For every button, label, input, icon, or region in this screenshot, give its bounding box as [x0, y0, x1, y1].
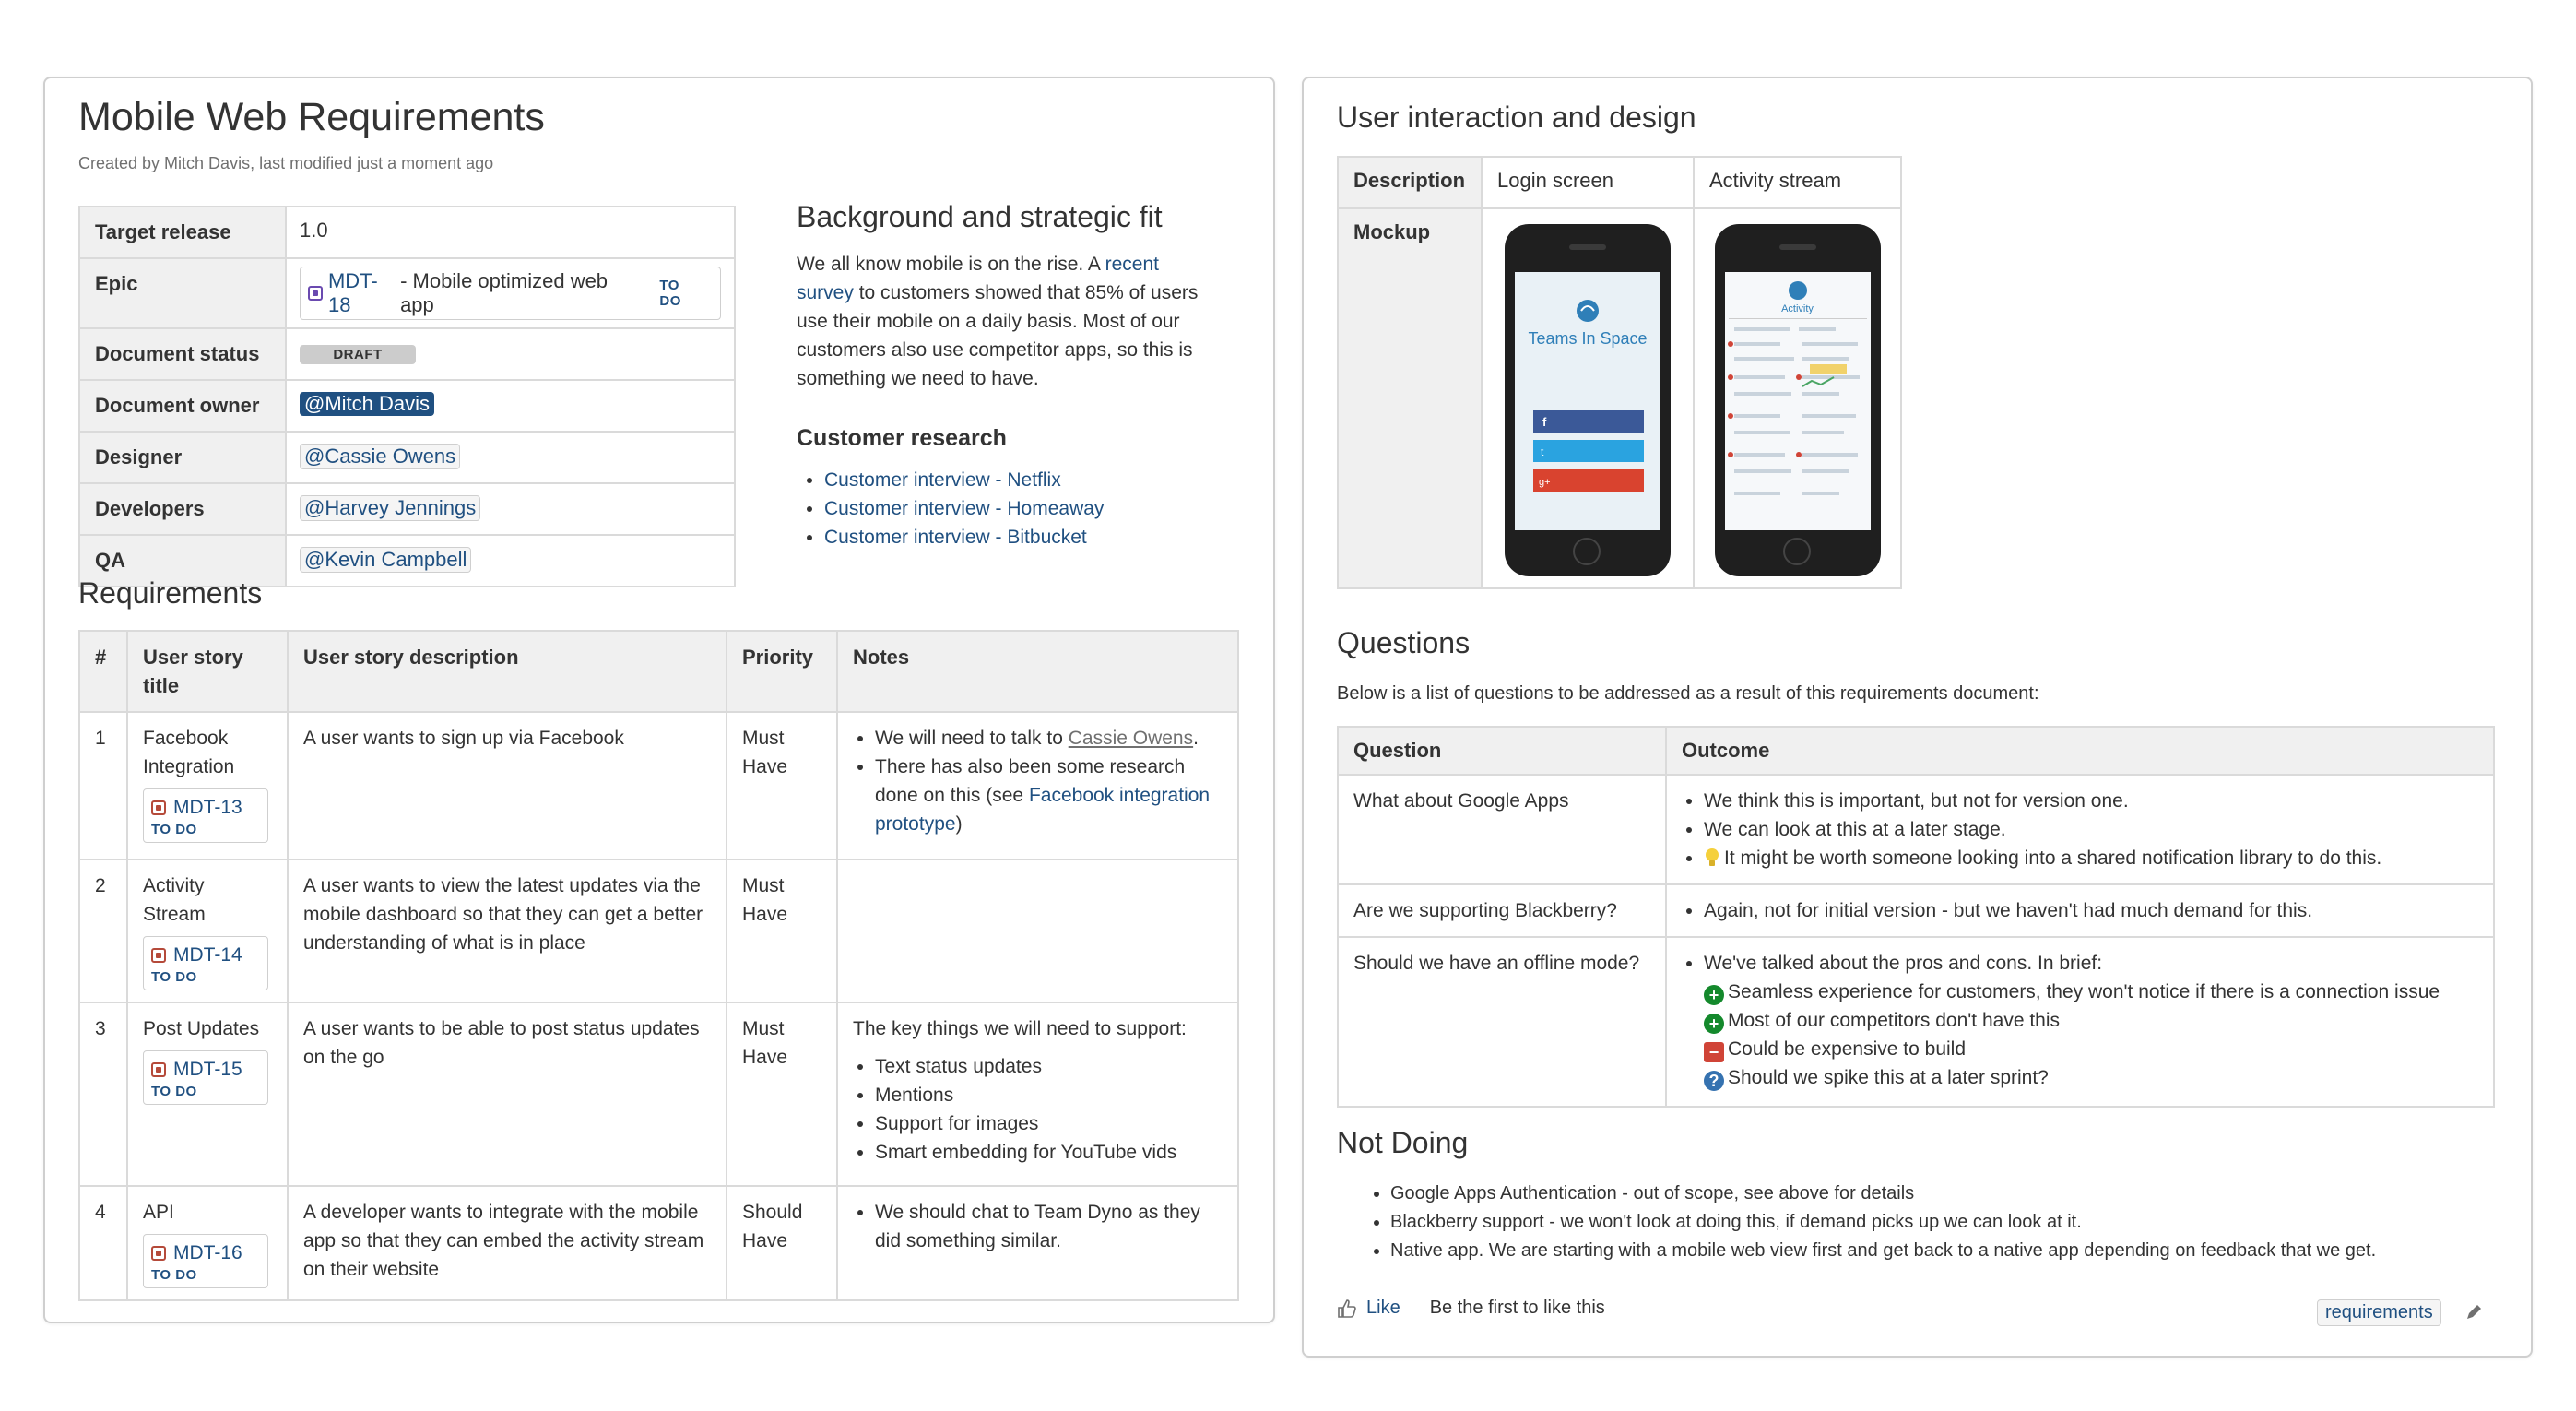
story-title: API [143, 1202, 174, 1223]
recent-survey-link[interactable]: recent survey [797, 254, 1159, 303]
list-item: • We can look at this at a later stage. [1704, 815, 2478, 844]
story-description: A developer wants to integrate with the mobile app so that they can embed the activity stream on their website [288, 1186, 727, 1300]
notes-cell [837, 860, 1238, 1002]
issue-key: MDT-13 [173, 797, 242, 818]
facebook-prototype-link[interactable]: Facebook integration prototype [875, 785, 1211, 835]
not-doing-heading: Not Doing [1337, 1126, 1469, 1159]
background-text [797, 250, 1221, 393]
questions-heading: Questions [1337, 626, 1471, 659]
column-header: Outcome [1666, 727, 2494, 775]
interview-homeaway-link[interactable]: Customer interview - Homeaway [824, 498, 1105, 519]
status-badge: DRAFT [300, 345, 416, 364]
notes-cell [837, 712, 1238, 860]
requirements-heading: Requirements [78, 576, 263, 610]
list-item [875, 724, 1223, 753]
activity-mockup-cell [1694, 208, 1901, 588]
note-text: We will need to talk to [875, 728, 1069, 749]
login-mockup-cell [1482, 208, 1694, 588]
epic-cell [286, 258, 735, 328]
not-doing-list [1368, 1180, 2376, 1265]
pro-point: Seamless experience for customers, they won't notice if there is a connection issue [1728, 981, 2440, 1002]
priority: Must Have [727, 860, 837, 1002]
lightbulb-icon [1704, 848, 1720, 868]
interview-bitbucket-link[interactable]: Customer interview - Bitbucket [824, 527, 1087, 548]
outcome-cell [1666, 937, 2494, 1107]
cassie-owens-link[interactable]: Cassie Owens [1068, 728, 1194, 749]
customer-research-heading: Customer research [797, 425, 1007, 451]
list-item [824, 523, 1104, 551]
developers-mention[interactable]: @Harvey Jennings [300, 495, 480, 521]
plus-icon: + [1704, 985, 1724, 1005]
requirements-page-panel [43, 77, 1275, 1323]
table-row [79, 432, 735, 483]
owner-mention[interactable]: @Mitch Davis [300, 392, 434, 416]
issue-key: MDT-15 [173, 1059, 242, 1080]
phone-home-button [1573, 538, 1601, 565]
twitter-icon: t [1541, 445, 1544, 458]
story-issue-link[interactable] [143, 936, 268, 990]
row-label: Document owner [79, 380, 286, 432]
story-issue-icon [151, 948, 166, 963]
column-header: Priority [727, 631, 837, 712]
table-row [79, 207, 735, 258]
table-row [79, 483, 735, 535]
issue-status: TO DO [151, 969, 197, 985]
issue-key: MDT-16 [173, 1242, 242, 1263]
table-row [1338, 208, 1901, 588]
list-item: • We think this is important, but not for version one. [1704, 787, 2478, 815]
row-number: 3 [79, 1002, 127, 1186]
list-item: • Blackberry support - we won't look at doing this, if demand picks up we can look at it. [1390, 1208, 2376, 1237]
row-number: 1 [79, 712, 127, 860]
activity-feed-lines [1734, 327, 1860, 495]
google-plus-icon: g+ [1539, 477, 1551, 488]
question-icon: ? [1704, 1071, 1724, 1091]
table-row [79, 1186, 1238, 1300]
background-text-start: We all know mobile is on the rise. A [797, 254, 1105, 275]
story-title: Post Updates [143, 1018, 260, 1039]
page-footer [1337, 1298, 1605, 1319]
background-text-end: to customers showed that 85% of users use their mobile on a daily basis. Most of our customers also use competitor apps, so this is something we need to have. [797, 282, 1199, 389]
outcome-cell [1666, 775, 2494, 884]
activity-title: Activity [1781, 303, 1814, 314]
app-logo-icon [1577, 300, 1599, 322]
question-text: What about Google Apps [1338, 775, 1666, 884]
like-button[interactable]: Like [1366, 1298, 1400, 1318]
table-row [79, 380, 735, 432]
list-item [824, 466, 1104, 494]
column-header: User story title [127, 631, 288, 712]
login-screen-art [1515, 272, 1660, 530]
activity-stream-label: Activity stream [1694, 157, 1901, 208]
interview-netflix-link[interactable]: Customer interview - Netflix [824, 469, 1061, 491]
list-item [1704, 949, 2478, 1092]
story-title-cell [127, 712, 288, 860]
outcome-cell [1666, 884, 2494, 937]
page-byline: Created by Mitch Davis, last modified just a moment ago [78, 154, 494, 172]
issue-status: TO DO [151, 1267, 197, 1283]
row-label: Document status [79, 328, 286, 380]
notes-cell [837, 1002, 1238, 1186]
epic-summary: - Mobile optimized web app [400, 269, 609, 316]
facebook-signin-button [1533, 410, 1644, 433]
priority: Must Have [727, 712, 837, 860]
table-row [79, 712, 1238, 860]
list-item: • Text status updates [875, 1052, 1223, 1081]
login-screen [1515, 272, 1660, 530]
app-logo-icon [1789, 281, 1807, 300]
customer-research-list [797, 466, 1104, 551]
column-header: Notes [837, 631, 1238, 712]
table-row [1338, 157, 1901, 208]
row-label: QA [79, 535, 286, 587]
plus-icon: + [1704, 1014, 1724, 1034]
con-point: Could be expensive to build [1728, 1038, 1967, 1060]
story-title: Facebook Integration [143, 728, 235, 777]
note-text: There has also been some research done on this (see [875, 756, 1186, 806]
list-item [1704, 844, 2478, 872]
question-text: Should we have an offline mode? [1338, 937, 1666, 1107]
pro-point: Most of our competitors don't have this [1728, 1010, 2061, 1031]
row-label: Designer [79, 432, 286, 483]
table-row [1338, 775, 2494, 884]
doc-owner-cell [286, 380, 735, 432]
questions-intro: Below is a list of questions to be addressed as a result of this requirements document: [1337, 683, 2039, 704]
issue-key: MDT-14 [173, 944, 242, 966]
column-header: Question [1338, 727, 1666, 775]
table-row [1338, 884, 2494, 937]
row-number: 4 [79, 1186, 127, 1300]
list-item [875, 753, 1223, 838]
phone-speaker [1779, 244, 1816, 250]
epic-issue-link[interactable] [300, 267, 721, 320]
target-release-value: 1.0 [286, 207, 735, 258]
column-header: # [79, 631, 127, 712]
phone-home-button [1783, 538, 1811, 565]
story-description: A user wants to sign up via Facebook [288, 712, 727, 860]
outcome-intro: We've talked about the pros and cons. In brief: [1704, 953, 2103, 974]
row-label: Target release [79, 207, 286, 258]
list-item: • Native app. We are starting with a mobile web view first and get back to a native app depending on feedback that we get. [1390, 1237, 2376, 1265]
story-title-cell [127, 1002, 288, 1186]
twitter-signin-button [1533, 440, 1644, 462]
row-label: Description [1338, 157, 1482, 208]
notes-intro: The key things we will need to support: [853, 1018, 1187, 1039]
background-heading: Background and strategic fit [797, 200, 1163, 233]
epic-key: MDT-18 [327, 269, 378, 316]
designer-cell [286, 432, 735, 483]
outcome-text: It might be worth someone looking into a shared notification library to do this. [1724, 848, 2382, 869]
qa-mention[interactable]: @Kevin Campbell [300, 547, 471, 573]
doc-status-cell [286, 328, 735, 380]
list-item [824, 494, 1104, 523]
list-item: • Support for images [875, 1109, 1223, 1138]
pencil-icon[interactable] [2464, 1302, 2484, 1322]
table-row [79, 860, 1238, 1002]
story-issue-icon [151, 1062, 166, 1077]
story-issue-link[interactable] [143, 1050, 268, 1105]
design-questions-panel [1302, 77, 2533, 1358]
column-header: User story description [288, 631, 727, 712]
list-item: • Mentions [875, 1081, 1223, 1109]
list-item: • Google Apps Authentication - out of scope, see above for details [1390, 1180, 2376, 1208]
row-label: Mockup [1338, 208, 1482, 588]
metadata-table [78, 206, 736, 587]
list-item: • Again, not for initial version - but we haven't had much demand for this. [1704, 896, 2478, 925]
design-table [1337, 156, 1902, 589]
login-phone-mockup [1505, 224, 1671, 576]
note-text: ) [955, 813, 963, 835]
app-name: Teams In Space [1528, 329, 1648, 348]
story-description: A user wants to be able to post status updates on the go [288, 1002, 727, 1186]
table-row [1338, 937, 2494, 1107]
row-label: Developers [79, 483, 286, 535]
thumbs-up-icon [1337, 1298, 1357, 1319]
list-item: • Smart embedding for YouTube vids [875, 1138, 1223, 1167]
open-point: Should we spike this at a later sprint? [1728, 1067, 2049, 1088]
priority: Should Have [727, 1186, 837, 1300]
table-row [79, 258, 735, 328]
epic-status-lozenge: TO DO [659, 278, 681, 309]
table-row [79, 328, 735, 380]
table-row [79, 1002, 1238, 1186]
table-header-row [79, 631, 1238, 712]
activity-highlight [1810, 364, 1847, 374]
facebook-icon: f [1542, 415, 1547, 429]
minus-icon: − [1704, 1042, 1724, 1062]
page-title: Mobile Web Requirements [78, 95, 545, 139]
table-header-row [1338, 727, 2494, 775]
phone-speaker [1569, 244, 1606, 250]
questions-table [1337, 726, 2495, 1108]
activity-phone-mockup [1715, 224, 1881, 576]
issue-status: TO DO [151, 1084, 197, 1099]
story-title-cell [127, 1186, 288, 1300]
issue-status: TO DO [151, 822, 197, 837]
story-issue-icon [151, 800, 166, 815]
login-screen-label: Login screen [1482, 157, 1694, 208]
list-item: • We should chat to Team Dyno as they did something similar. [875, 1198, 1223, 1255]
notes-cell [837, 1186, 1238, 1300]
story-issue-icon [151, 1246, 166, 1261]
like-hint: Be the first to like this [1429, 1298, 1605, 1318]
activity-screen [1725, 272, 1871, 530]
design-heading: User interaction and design [1337, 101, 1696, 134]
requirements-table [78, 630, 1239, 1301]
row-label: Epic [79, 258, 286, 328]
story-title-cell [127, 860, 288, 1002]
qa-cell [286, 535, 735, 587]
story-description: A user wants to view the latest updates via the mobile dashboard so that they can get a better understanding of what is in place [288, 860, 727, 1002]
note-text: . [1193, 728, 1199, 749]
designer-mention[interactable]: @Cassie Owens [300, 444, 460, 469]
epic-issue-icon [308, 286, 323, 301]
story-title: Activity Stream [143, 875, 206, 925]
row-number: 2 [79, 860, 127, 1002]
story-issue-link[interactable] [143, 788, 268, 843]
priority: Must Have [727, 1002, 837, 1186]
story-issue-link[interactable] [143, 1234, 268, 1288]
question-text: Are we supporting Blackberry? [1338, 884, 1666, 937]
developers-cell [286, 483, 735, 535]
label-tag-requirements[interactable]: requirements [2317, 1299, 2441, 1326]
